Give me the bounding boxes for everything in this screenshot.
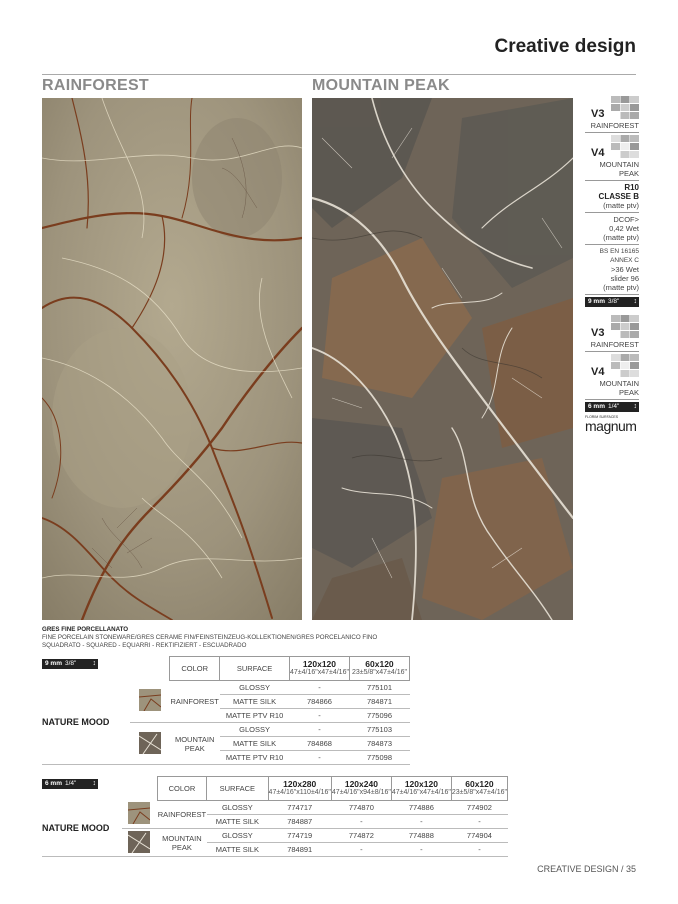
size-table-9mm (42, 656, 410, 765)
page-title: Creative design (494, 36, 636, 57)
mountain-peak-swatch (139, 732, 161, 754)
surface-name: GLOSSY (207, 801, 268, 815)
code-cell: 774888 (391, 829, 451, 843)
code-cell: - (451, 815, 507, 829)
code-cell: 784887 (268, 815, 331, 829)
surface-name: MATTE PTV R10 (220, 751, 290, 765)
matte-ptv-label: (matte ptv) (603, 283, 639, 292)
thickness-in: 1/4" (607, 403, 620, 410)
code-cell: 775096 (349, 709, 409, 723)
classe-label: CLASSE B (598, 192, 639, 201)
size-header: 60x120 23±5/8"x47±4/16" (451, 777, 507, 801)
size-header: 120x240 47±4/16"x94±8/16" (331, 777, 391, 801)
surface-header: SURFACE (220, 657, 290, 681)
thickness-mm: 6 mm (45, 779, 62, 787)
code-cell: - (289, 681, 349, 695)
color-header: COLOR (170, 657, 220, 681)
mountain-peak-marble-image (312, 98, 573, 620)
product-description (42, 626, 377, 650)
thickness-mm: 9 mm (588, 298, 605, 305)
variation-v4-icon (611, 354, 639, 378)
grade-name: MOUNTAIN PEAK (599, 379, 639, 397)
arrow-updown-icon: ↕ (92, 779, 96, 787)
series-name: NATURE MOOD (42, 801, 122, 857)
arrow-updown-icon: ↕ (92, 659, 96, 667)
grade-label: V4 (591, 366, 605, 378)
dcof-label: DCOF> (613, 215, 639, 224)
code-cell: - (451, 843, 507, 857)
code-cell: 774870 (331, 801, 391, 815)
divider (585, 399, 639, 400)
code-cell: 774886 (391, 801, 451, 815)
variation-v3-icon (611, 315, 639, 339)
table-row (42, 801, 508, 815)
dcof-value: 0,42 Wet (609, 224, 639, 233)
v3-block-1 (585, 96, 639, 121)
slider-label: slider 96 (610, 274, 639, 283)
divider (585, 212, 639, 213)
grade-name: RAINFOREST (590, 121, 639, 130)
description-line-1: FINE PORCELAIN STONEWARE/GRES CERAME FIN/FEINSTEINZEUG-KOLLEKTIONEN/GRES PORCELANICO FINO (42, 634, 378, 641)
top-divider (42, 74, 636, 75)
surface-name: MATTE SILK (207, 843, 268, 857)
size-header: 120x120 47±4/16"x47±4/16" (391, 777, 451, 801)
size-header: 120x120 47±4/16"x47±4/16" (289, 657, 349, 681)
color-name: RAINFOREST (170, 681, 220, 723)
thickness-badge-6mm (42, 779, 98, 789)
annex-label: ANNEX C (610, 257, 639, 264)
surface-name: GLOSSY (220, 681, 290, 695)
surface-name: MATTE PTV R10 (220, 709, 290, 723)
grade-label: V3 (591, 108, 605, 120)
matte-ptv-label: (matte ptv) (603, 233, 639, 242)
arrow-updown-icon: ↕ (633, 403, 637, 410)
page-footer: CREATIVE DESIGN / 35 (537, 864, 636, 874)
divider (585, 351, 639, 352)
grade-name: RAINFOREST (590, 340, 639, 349)
arrow-updown-icon: ↕ (633, 298, 637, 305)
code-cell: 784891 (268, 843, 331, 857)
code-cell: - (391, 843, 451, 857)
code-cell: 774872 (331, 829, 391, 843)
mountain-peak-swatch (128, 831, 150, 853)
description-line-2: SQUADRATO - SQUARED - EQUARRI - REKTIFIZIERT - ESCUADRADO (42, 642, 247, 649)
magnum-logo: magnum (585, 418, 637, 434)
code-cell: 784873 (349, 737, 409, 751)
color-name: MOUNTAIN PEAK (170, 723, 220, 765)
code-cell: 774717 (268, 801, 331, 815)
thickness-mm: 9 mm (45, 659, 62, 667)
logo-tagline: FLORIM SURFACES (585, 415, 619, 419)
code-cell: 784871 (349, 695, 409, 709)
table-row (42, 681, 410, 695)
surface-name: MATTE SILK (207, 815, 268, 829)
size-header: 120x280 47±4/16"x110±4/16" (268, 777, 331, 801)
code-cell: - (391, 815, 451, 829)
thickness-badge-9mm (585, 297, 639, 307)
thickness-badge-9mm (42, 659, 98, 669)
v4-block-1 (585, 135, 639, 160)
divider (585, 294, 639, 295)
thickness-in: 3/8" (64, 659, 77, 667)
code-cell: 775098 (349, 751, 409, 765)
surface-name: GLOSSY (207, 829, 268, 843)
code-cell: 775101 (349, 681, 409, 695)
code-cell: 774904 (451, 829, 507, 843)
code-cell: - (331, 843, 391, 857)
grade-label: V4 (591, 147, 605, 159)
size-header: 60x120 23±5/8"x47±4/16" (349, 657, 409, 681)
rainforest-marble-image (42, 98, 302, 620)
surface-name: GLOSSY (220, 723, 290, 737)
code-cell: - (331, 815, 391, 829)
code-cell: 774719 (268, 829, 331, 843)
description-heading: GRES FINE PORCELLANATO (42, 626, 129, 633)
code-cell: 774902 (451, 801, 507, 815)
grade-label: V3 (591, 327, 605, 339)
matte-ptv-label: (matte ptv) (603, 201, 639, 210)
code-cell: - (289, 751, 349, 765)
bs-standard: BS EN 16165 (599, 248, 639, 255)
slider-value: >36 Wet (610, 265, 639, 274)
thickness-mm: 6 mm (588, 403, 605, 410)
r10-label: R10 (624, 183, 639, 192)
code-cell: - (289, 709, 349, 723)
code-cell: 775103 (349, 723, 409, 737)
mountain-peak-title: MOUNTAIN PEAK (312, 77, 450, 94)
code-cell: 784866 (289, 695, 349, 709)
rainforest-swatch (139, 689, 161, 711)
grade-name: MOUNTAIN PEAK (599, 160, 639, 178)
series-name: NATURE MOOD (42, 681, 130, 765)
surface-header: SURFACE (207, 777, 268, 801)
size-table-6mm (42, 776, 508, 857)
rainforest-swatch (128, 802, 150, 824)
color-name: MOUNTAIN PEAK (157, 829, 207, 857)
variation-v4-icon (611, 135, 639, 159)
divider (585, 180, 639, 181)
thickness-in: 1/4" (64, 779, 77, 787)
code-cell: 784868 (289, 737, 349, 751)
color-header: COLOR (157, 777, 207, 801)
variation-v3-icon (611, 96, 639, 120)
spec-sidebar (585, 96, 639, 433)
divider (585, 132, 639, 133)
color-name: RAINFOREST (157, 801, 207, 829)
rainforest-title: RAINFOREST (42, 77, 149, 94)
surface-name: MATTE SILK (220, 737, 290, 751)
thickness-badge-6mm (585, 402, 639, 412)
v4-block-2 (585, 354, 639, 379)
thickness-in: 3/8" (607, 298, 620, 305)
v3-block-2 (585, 315, 639, 340)
divider (585, 244, 639, 245)
surface-name: MATTE SILK (220, 695, 290, 709)
code-cell: - (289, 723, 349, 737)
